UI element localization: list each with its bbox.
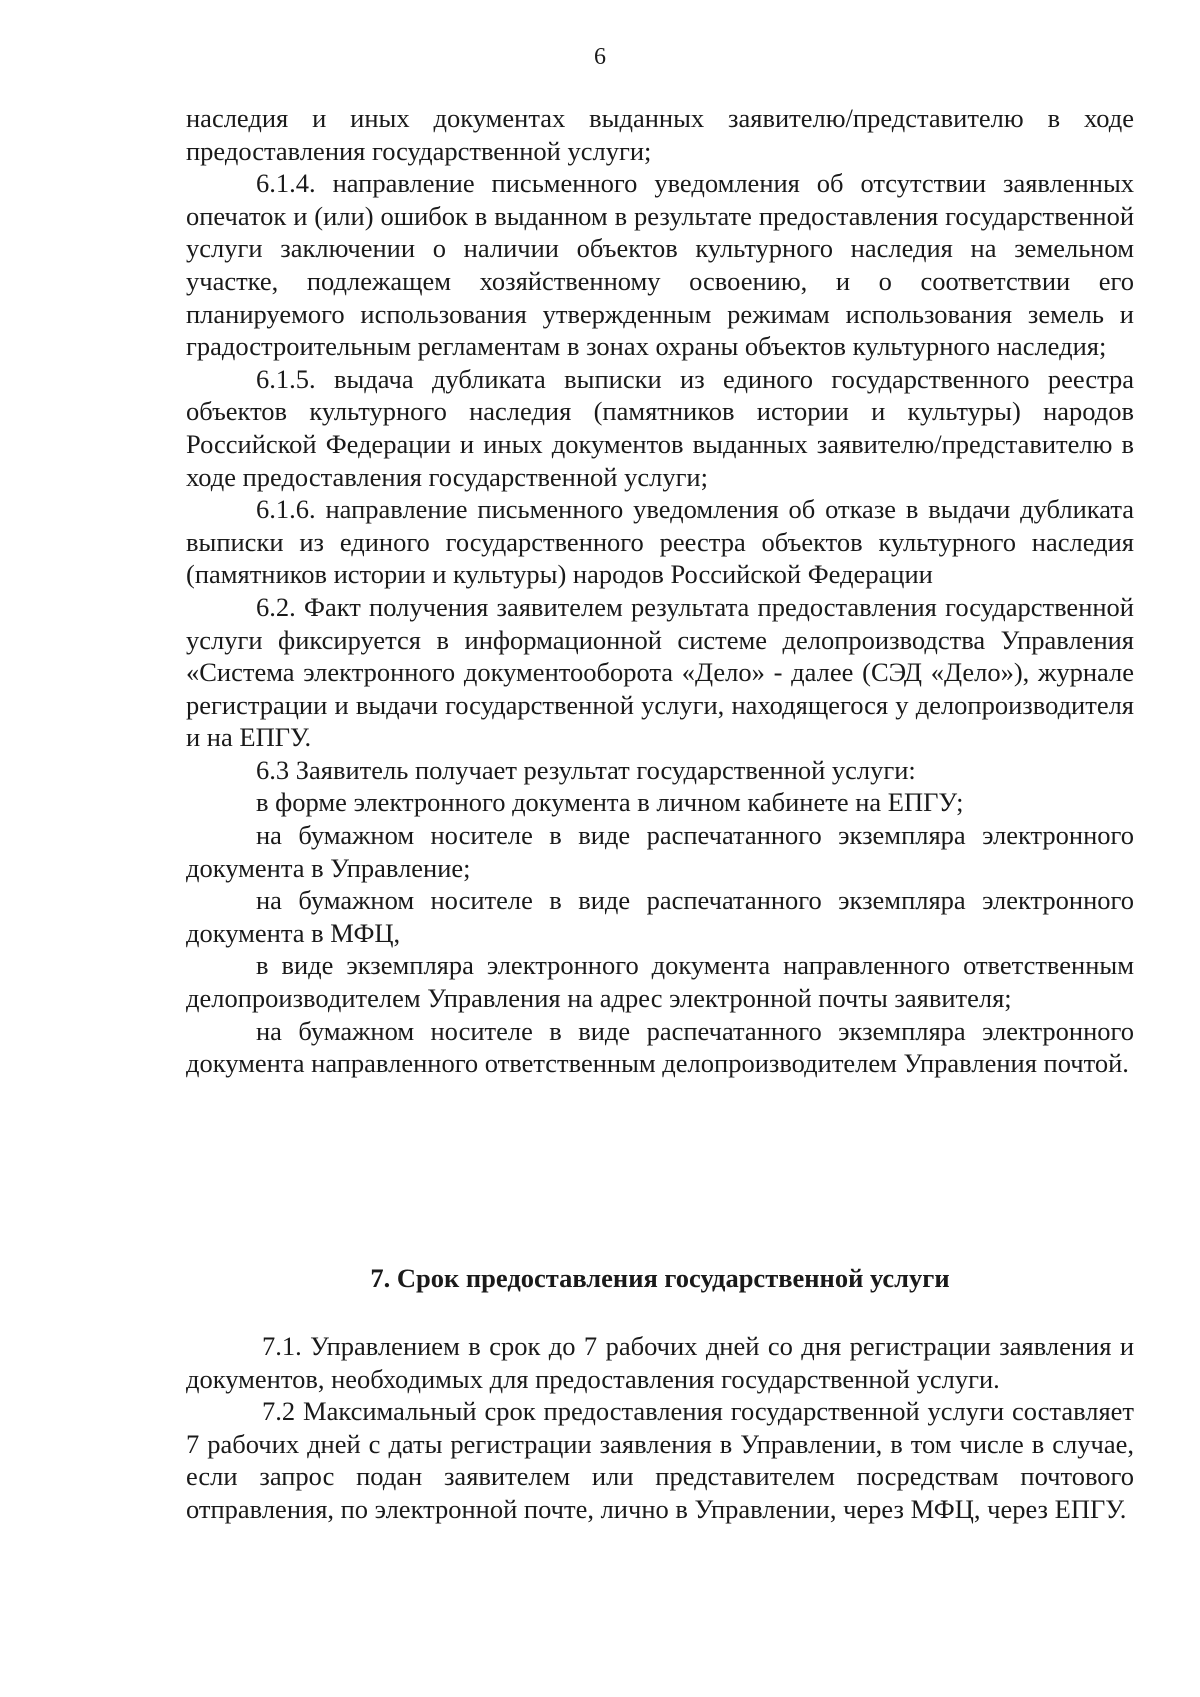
section-7-title: 7. Срок предоставления государственной услуги bbox=[370, 1263, 950, 1293]
paragraph-7-1: 7.1. Управлением в срок до 7 рабочих дней со дня регистрации заявления и документов, необходимых для предоставления государственной услуги. bbox=[186, 1331, 1134, 1394]
list-item-mail: на бумажном носителе в виде распечатанного экземпляра электронного документа направленного ответственным делопроизводителем Управления почтой. bbox=[186, 1015, 1134, 1079]
paragraph-continuation: наследия и иных документах выданных заявителю/представителю в ходе предоставления государственной услуги; bbox=[186, 103, 1134, 166]
paragraph-6-2: 6.2. Факт получения заявителем результата предоставления государственной услуги фиксируется в информационной системе делопроизводства Управления «Система электронного документооборота «Дело» - далее (СЭД «Дело»), журнале регистрации и выдачи государственной услуги, находящегося у делопроизводителя и на ЕПГУ. bbox=[186, 591, 1134, 753]
paragraph-6-1-6: 6.1.6. направление письменного уведомления об отказе в выдачи дубликата выписки из единого государственного реестра объектов культурного наследия (памятников истории и культуры) народов Российской Федерации bbox=[186, 494, 1134, 590]
body-text-section-7 bbox=[186, 1330, 1134, 1526]
list-item-email: в виде экземпляра электронного документа направленного ответственным делопроизводителем Управления на адрес электронной почты заявителя; bbox=[186, 950, 1134, 1014]
list-item-paper-office: на бумажном носителе в виде распечатанного экземпляра электронного документа в Управление; bbox=[186, 820, 1134, 883]
paragraph-7-2: 7.2 Максимальный срок предоставления государственной услуги составляет 7 рабочих дней с даты регистрации заявления в Управлении, в том числе в случае, если запрос подан заявителем или представителем посредствам почтового отправления, по электронной почте, лично в Управлении, через МФЦ, через ЕПГУ. bbox=[186, 1396, 1134, 1524]
page-number: 6 bbox=[594, 44, 606, 70]
paragraph-6-3: 6.3 Заявитель получает результат государственной услуги: bbox=[256, 754, 916, 785]
paragraph-6-1-4: 6.1.4. направление письменного уведомления об отсутствии заявленных опечаток и (или) ошибок в выданном в результате предоставления государственной услуги заключении о наличии объектов культурного наследия на земельном участке, подлежащем хозяйственному освоению, и о соответствии его планируемого использования утвержденным режимам использования земель и градостроительным регламентам в зонах охраны объектов культурного наследия; bbox=[186, 168, 1134, 362]
paragraph-6-1-5: 6.1.5. выдача дубликата выписки из единого государственного реестра объектов культурного наследия (памятников истории и культуры) народов Российской Федерации и иных документов выданных заявителю/представителю в ходе предоставления государственной услуги; bbox=[186, 363, 1134, 492]
list-item-paper-mfc: на бумажном носителе в виде распечатанного экземпляра электронного документа в МФЦ, bbox=[186, 885, 1134, 948]
list-item-electronic: в форме электронного документа в личном кабинете на ЕПГУ; bbox=[256, 787, 964, 818]
body-text-top bbox=[186, 102, 1134, 1080]
